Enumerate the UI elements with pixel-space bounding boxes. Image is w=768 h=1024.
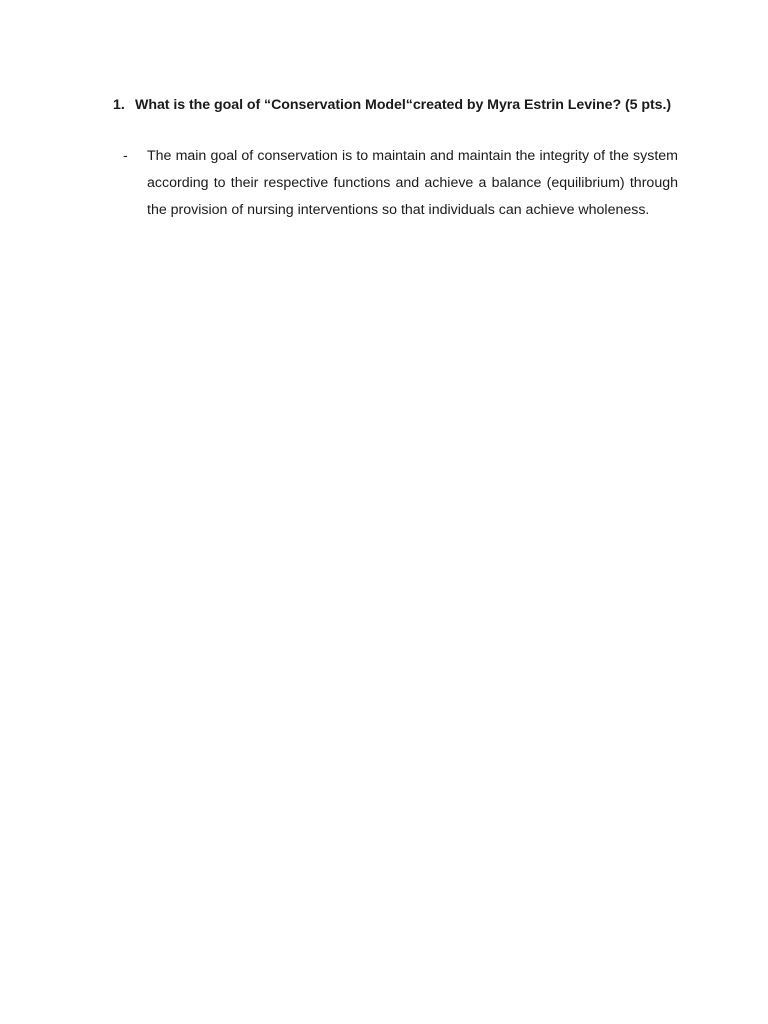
- answer-item: [123, 143, 678, 224]
- answer-text: The main goal of conservation is to maintain and maintain the integrity of the system according to their respective functions and achieve a balance (equilibrium) through the provision of nursing interventions so that individuals can achieve wholeness.: [147, 148, 678, 218]
- question-text: What is the goal of “Conservation Model“created by Myra Estrin Levine? (5 pts.): [135, 97, 672, 113]
- question-item: [113, 92, 678, 119]
- question-number: 1.: [113, 97, 125, 113]
- answer-bullet: -: [123, 148, 128, 164]
